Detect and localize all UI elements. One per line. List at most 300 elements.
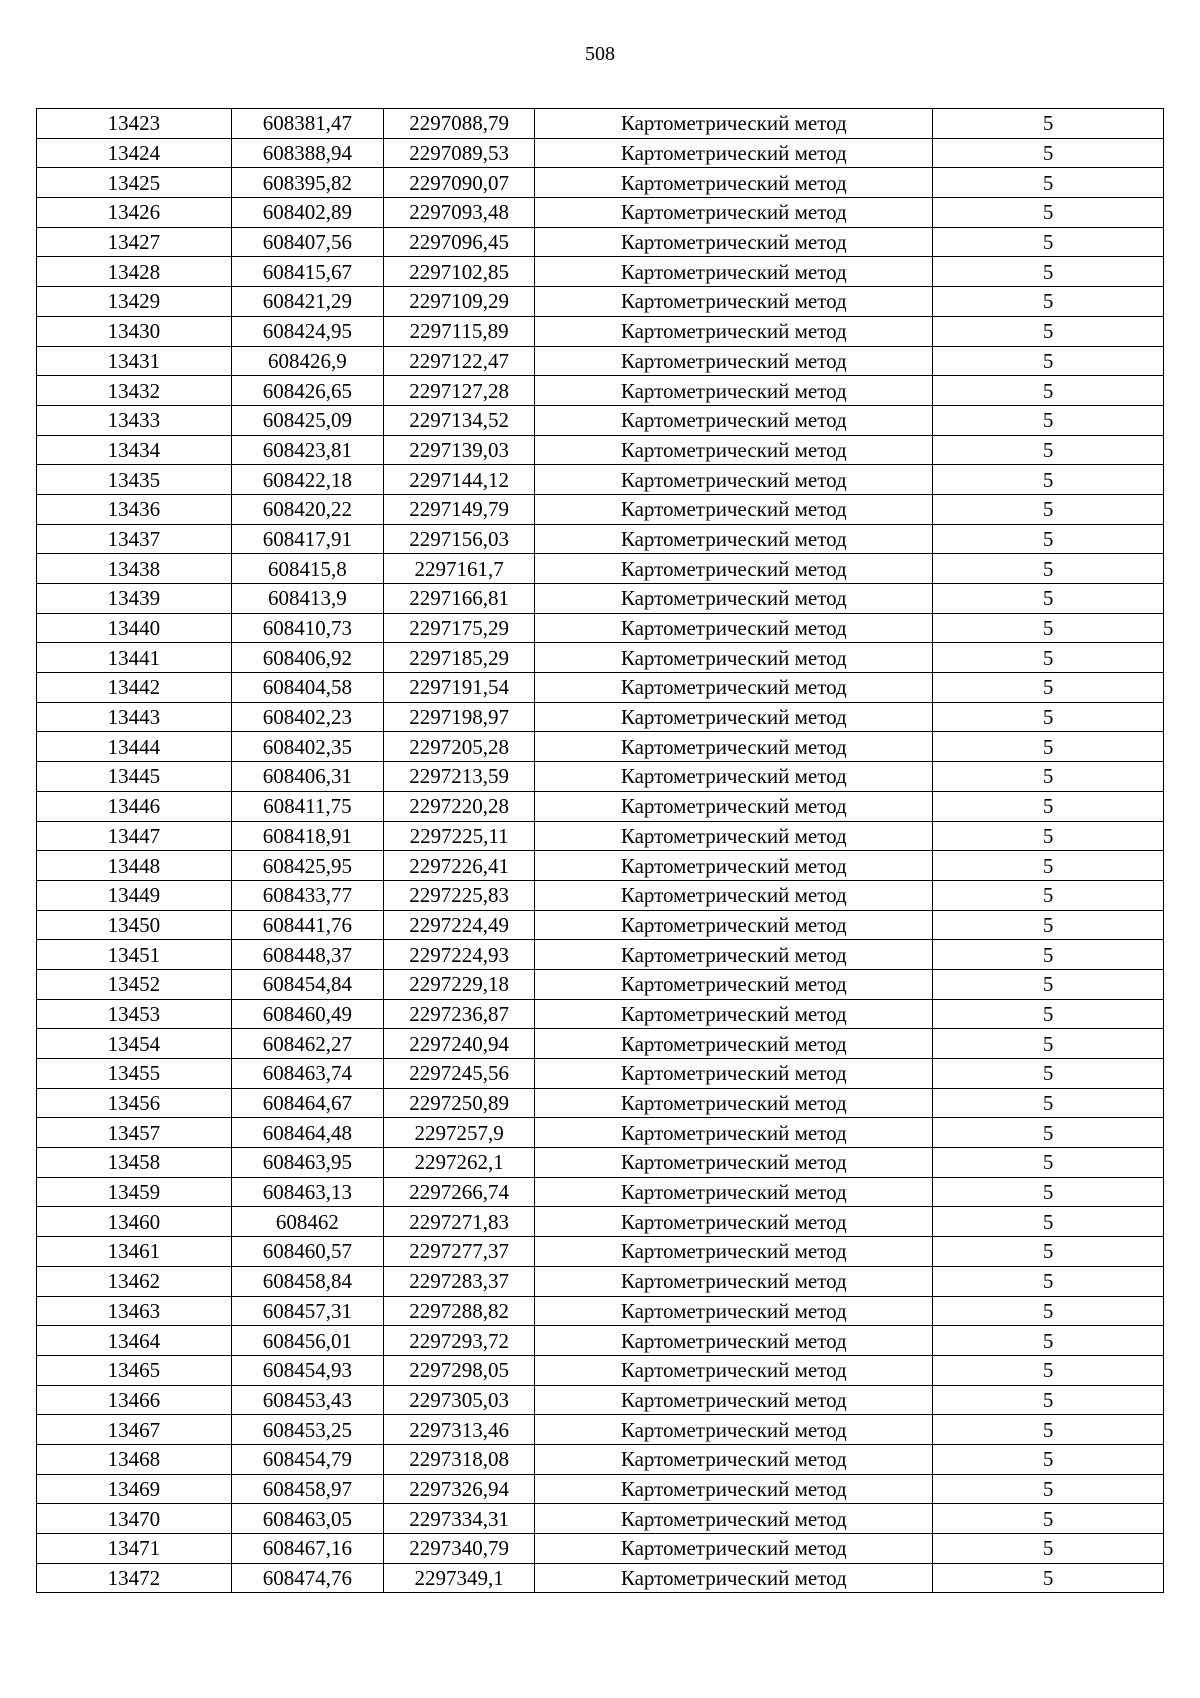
x-coordinate-cell: 608463,13: [231, 1177, 383, 1207]
table-row: [37, 109, 1164, 139]
method-cell: Картометрический метод: [535, 138, 933, 168]
accuracy-cell: 5: [933, 1029, 1164, 1059]
method-cell: Картометрический метод: [535, 465, 933, 495]
y-coordinate-cell: 2297318,08: [384, 1444, 535, 1474]
accuracy-cell: 5: [933, 1474, 1164, 1504]
y-coordinate-cell: 2297156,03: [384, 524, 535, 554]
point-number-cell: 13426: [37, 198, 232, 228]
table-row: [37, 257, 1164, 287]
y-coordinate-cell: 2297149,79: [384, 494, 535, 524]
x-coordinate-cell: 608464,67: [231, 1088, 383, 1118]
accuracy-cell: 5: [933, 1177, 1164, 1207]
point-number-cell: 13443: [37, 702, 232, 732]
point-number-cell: 13465: [37, 1355, 232, 1385]
point-number-cell: 13436: [37, 494, 232, 524]
point-number-cell: 13428: [37, 257, 232, 287]
x-coordinate-cell: 608418,91: [231, 821, 383, 851]
accuracy-cell: 5: [933, 405, 1164, 435]
accuracy-cell: 5: [933, 198, 1164, 228]
y-coordinate-cell: 2297090,07: [384, 168, 535, 198]
x-coordinate-cell: 608426,65: [231, 376, 383, 406]
point-number-cell: 13448: [37, 851, 232, 881]
method-cell: Картометрический метод: [535, 435, 933, 465]
y-coordinate-cell: 2297224,49: [384, 910, 535, 940]
y-coordinate-cell: 2297115,89: [384, 316, 535, 346]
accuracy-cell: 5: [933, 109, 1164, 139]
point-number-cell: 13430: [37, 316, 232, 346]
accuracy-cell: 5: [933, 1296, 1164, 1326]
point-number-cell: 13460: [37, 1207, 232, 1237]
y-coordinate-cell: 2297236,87: [384, 999, 535, 1029]
method-cell: Картометрический метод: [535, 1148, 933, 1178]
accuracy-cell: 5: [933, 1326, 1164, 1356]
y-coordinate-cell: 2297266,74: [384, 1177, 535, 1207]
y-coordinate-cell: 2297313,46: [384, 1415, 535, 1445]
y-coordinate-cell: 2297293,72: [384, 1326, 535, 1356]
accuracy-cell: 5: [933, 1237, 1164, 1267]
coordinates-table: [36, 108, 1164, 1593]
point-number-cell: 13444: [37, 732, 232, 762]
y-coordinate-cell: 2297161,7: [384, 554, 535, 584]
y-coordinate-cell: 2297093,48: [384, 198, 535, 228]
method-cell: Картометрический метод: [535, 376, 933, 406]
accuracy-cell: 5: [933, 1088, 1164, 1118]
y-coordinate-cell: 2297283,37: [384, 1266, 535, 1296]
point-number-cell: 13439: [37, 584, 232, 614]
accuracy-cell: 5: [933, 1534, 1164, 1564]
accuracy-cell: 5: [933, 851, 1164, 881]
y-coordinate-cell: 2297240,94: [384, 1029, 535, 1059]
method-cell: Картометрический метод: [535, 851, 933, 881]
accuracy-cell: 5: [933, 257, 1164, 287]
point-number-cell: 13463: [37, 1296, 232, 1326]
accuracy-cell: 5: [933, 643, 1164, 673]
x-coordinate-cell: 608415,8: [231, 554, 383, 584]
table-row: [37, 999, 1164, 1029]
accuracy-cell: 5: [933, 494, 1164, 524]
x-coordinate-cell: 608420,22: [231, 494, 383, 524]
method-cell: Картометрический метод: [535, 1088, 933, 1118]
method-cell: Картометрический метод: [535, 1385, 933, 1415]
x-coordinate-cell: 608404,58: [231, 673, 383, 703]
table-row: [37, 1355, 1164, 1385]
x-coordinate-cell: 608415,67: [231, 257, 383, 287]
method-cell: Картометрический метод: [535, 1355, 933, 1385]
y-coordinate-cell: 2297340,79: [384, 1534, 535, 1564]
accuracy-cell: 5: [933, 732, 1164, 762]
point-number-cell: 13467: [37, 1415, 232, 1445]
table-row: [37, 1088, 1164, 1118]
table-row: [37, 1326, 1164, 1356]
x-coordinate-cell: 608395,82: [231, 168, 383, 198]
y-coordinate-cell: 2297225,11: [384, 821, 535, 851]
accuracy-cell: 5: [933, 940, 1164, 970]
point-number-cell: 13468: [37, 1444, 232, 1474]
y-coordinate-cell: 2297225,83: [384, 880, 535, 910]
accuracy-cell: 5: [933, 791, 1164, 821]
table-row: [37, 702, 1164, 732]
table-row: [37, 1148, 1164, 1178]
y-coordinate-cell: 2297245,56: [384, 1059, 535, 1089]
table-row: [37, 1237, 1164, 1267]
point-number-cell: 13432: [37, 376, 232, 406]
x-coordinate-cell: 608407,56: [231, 227, 383, 257]
point-number-cell: 13437: [37, 524, 232, 554]
table-row: [37, 1029, 1164, 1059]
accuracy-cell: 5: [933, 910, 1164, 940]
method-cell: Картометрический метод: [535, 1534, 933, 1564]
method-cell: Картометрический метод: [535, 227, 933, 257]
accuracy-cell: 5: [933, 584, 1164, 614]
y-coordinate-cell: 2297096,45: [384, 227, 535, 257]
method-cell: Картометрический метод: [535, 910, 933, 940]
table-row: [37, 405, 1164, 435]
table-row: [37, 1534, 1164, 1564]
x-coordinate-cell: 608423,81: [231, 435, 383, 465]
x-coordinate-cell: 608417,91: [231, 524, 383, 554]
point-number-cell: 13441: [37, 643, 232, 673]
x-coordinate-cell: 608462: [231, 1207, 383, 1237]
y-coordinate-cell: 2297166,81: [384, 584, 535, 614]
accuracy-cell: 5: [933, 524, 1164, 554]
y-coordinate-cell: 2297271,83: [384, 1207, 535, 1237]
table-row: [37, 584, 1164, 614]
accuracy-cell: 5: [933, 1415, 1164, 1445]
method-cell: Картометрический метод: [535, 346, 933, 376]
accuracy-cell: 5: [933, 762, 1164, 792]
x-coordinate-cell: 608402,23: [231, 702, 383, 732]
point-number-cell: 13457: [37, 1118, 232, 1148]
method-cell: Картометрический метод: [535, 524, 933, 554]
x-coordinate-cell: 608425,09: [231, 405, 383, 435]
point-number-cell: 13459: [37, 1177, 232, 1207]
table-row: [37, 1296, 1164, 1326]
y-coordinate-cell: 2297134,52: [384, 405, 535, 435]
point-number-cell: 13429: [37, 287, 232, 317]
point-number-cell: 13450: [37, 910, 232, 940]
method-cell: Картометрический метод: [535, 198, 933, 228]
point-number-cell: 13470: [37, 1504, 232, 1534]
x-coordinate-cell: 608462,27: [231, 1029, 383, 1059]
method-cell: Картометрический метод: [535, 1296, 933, 1326]
x-coordinate-cell: 608454,84: [231, 969, 383, 999]
table-row: [37, 910, 1164, 940]
point-number-cell: 13455: [37, 1059, 232, 1089]
point-number-cell: 13434: [37, 435, 232, 465]
x-coordinate-cell: 608424,95: [231, 316, 383, 346]
x-coordinate-cell: 608454,79: [231, 1444, 383, 1474]
accuracy-cell: 5: [933, 880, 1164, 910]
x-coordinate-cell: 608421,29: [231, 287, 383, 317]
accuracy-cell: 5: [933, 821, 1164, 851]
x-coordinate-cell: 608453,25: [231, 1415, 383, 1445]
x-coordinate-cell: 608426,9: [231, 346, 383, 376]
method-cell: Картометрический метод: [535, 1266, 933, 1296]
method-cell: Картометрический метод: [535, 940, 933, 970]
x-coordinate-cell: 608453,43: [231, 1385, 383, 1415]
y-coordinate-cell: 2297298,05: [384, 1355, 535, 1385]
accuracy-cell: 5: [933, 1444, 1164, 1474]
method-cell: Картометрический метод: [535, 613, 933, 643]
point-number-cell: 13462: [37, 1266, 232, 1296]
y-coordinate-cell: 2297089,53: [384, 138, 535, 168]
y-coordinate-cell: 2297122,47: [384, 346, 535, 376]
table-row: [37, 168, 1164, 198]
x-coordinate-cell: 608433,77: [231, 880, 383, 910]
accuracy-cell: 5: [933, 999, 1164, 1029]
method-cell: Картометрический метод: [535, 1474, 933, 1504]
method-cell: Картометрический метод: [535, 1563, 933, 1593]
accuracy-cell: 5: [933, 1266, 1164, 1296]
table-row: [37, 554, 1164, 584]
table-row: [37, 524, 1164, 554]
table-row: [37, 346, 1164, 376]
point-number-cell: 13447: [37, 821, 232, 851]
method-cell: Картометрический метод: [535, 1237, 933, 1267]
method-cell: Картометрический метод: [535, 494, 933, 524]
x-coordinate-cell: 608410,73: [231, 613, 383, 643]
method-cell: Картометрический метод: [535, 168, 933, 198]
point-number-cell: 13456: [37, 1088, 232, 1118]
table-row: [37, 316, 1164, 346]
method-cell: Картометрический метод: [535, 1029, 933, 1059]
x-coordinate-cell: 608463,05: [231, 1504, 383, 1534]
point-number-cell: 13464: [37, 1326, 232, 1356]
point-number-cell: 13433: [37, 405, 232, 435]
table-row: [37, 1444, 1164, 1474]
accuracy-cell: 5: [933, 227, 1164, 257]
x-coordinate-cell: 608406,31: [231, 762, 383, 792]
x-coordinate-cell: 608463,74: [231, 1059, 383, 1089]
y-coordinate-cell: 2297288,82: [384, 1296, 535, 1326]
y-coordinate-cell: 2297326,94: [384, 1474, 535, 1504]
point-number-cell: 13446: [37, 791, 232, 821]
point-number-cell: 13425: [37, 168, 232, 198]
method-cell: Картометрический метод: [535, 821, 933, 851]
x-coordinate-cell: 608464,48: [231, 1118, 383, 1148]
y-coordinate-cell: 2297262,1: [384, 1148, 535, 1178]
method-cell: Картометрический метод: [535, 1059, 933, 1089]
y-coordinate-cell: 2297257,9: [384, 1118, 535, 1148]
point-number-cell: 13451: [37, 940, 232, 970]
accuracy-cell: 5: [933, 287, 1164, 317]
method-cell: Картометрический метод: [535, 257, 933, 287]
table-row: [37, 1504, 1164, 1534]
table-row: [37, 1207, 1164, 1237]
y-coordinate-cell: 2297191,54: [384, 673, 535, 703]
method-cell: Картометрический метод: [535, 405, 933, 435]
point-number-cell: 13454: [37, 1029, 232, 1059]
table-row: [37, 673, 1164, 703]
x-coordinate-cell: 608467,16: [231, 1534, 383, 1564]
accuracy-cell: 5: [933, 465, 1164, 495]
table-row: [37, 1059, 1164, 1089]
point-number-cell: 13471: [37, 1534, 232, 1564]
x-coordinate-cell: 608388,94: [231, 138, 383, 168]
method-cell: Картометрический метод: [535, 999, 933, 1029]
table-row: [37, 880, 1164, 910]
table-row: [37, 732, 1164, 762]
y-coordinate-cell: 2297224,93: [384, 940, 535, 970]
x-coordinate-cell: 608413,9: [231, 584, 383, 614]
x-coordinate-cell: 608458,97: [231, 1474, 383, 1504]
point-number-cell: 13445: [37, 762, 232, 792]
accuracy-cell: 5: [933, 376, 1164, 406]
method-cell: Картометрический метод: [535, 584, 933, 614]
point-number-cell: 13435: [37, 465, 232, 495]
accuracy-cell: 5: [933, 1118, 1164, 1148]
accuracy-cell: 5: [933, 613, 1164, 643]
point-number-cell: 13472: [37, 1563, 232, 1593]
method-cell: Картометрический метод: [535, 1207, 933, 1237]
y-coordinate-cell: 2297102,85: [384, 257, 535, 287]
accuracy-cell: 5: [933, 702, 1164, 732]
table-row: [37, 1563, 1164, 1593]
y-coordinate-cell: 2297185,29: [384, 643, 535, 673]
accuracy-cell: 5: [933, 168, 1164, 198]
y-coordinate-cell: 2297205,28: [384, 732, 535, 762]
method-cell: Картометрический метод: [535, 791, 933, 821]
x-coordinate-cell: 608441,76: [231, 910, 383, 940]
table-row: [37, 791, 1164, 821]
x-coordinate-cell: 608460,57: [231, 1237, 383, 1267]
y-coordinate-cell: 2297334,31: [384, 1504, 535, 1534]
x-coordinate-cell: 608457,31: [231, 1296, 383, 1326]
x-coordinate-cell: 608402,35: [231, 732, 383, 762]
accuracy-cell: 5: [933, 673, 1164, 703]
table-row: [37, 227, 1164, 257]
y-coordinate-cell: 2297250,89: [384, 1088, 535, 1118]
point-number-cell: 13452: [37, 969, 232, 999]
method-cell: Картометрический метод: [535, 702, 933, 732]
accuracy-cell: 5: [933, 1385, 1164, 1415]
x-coordinate-cell: 608411,75: [231, 791, 383, 821]
y-coordinate-cell: 2297144,12: [384, 465, 535, 495]
x-coordinate-cell: 608454,93: [231, 1355, 383, 1385]
x-coordinate-cell: 608460,49: [231, 999, 383, 1029]
table-row: [37, 613, 1164, 643]
table-row: [37, 287, 1164, 317]
x-coordinate-cell: 608425,95: [231, 851, 383, 881]
method-cell: Картометрический метод: [535, 969, 933, 999]
point-number-cell: 13440: [37, 613, 232, 643]
accuracy-cell: 5: [933, 969, 1164, 999]
accuracy-cell: 5: [933, 554, 1164, 584]
point-number-cell: 13427: [37, 227, 232, 257]
accuracy-cell: 5: [933, 1563, 1164, 1593]
x-coordinate-cell: 608463,95: [231, 1148, 383, 1178]
table-row: [37, 969, 1164, 999]
table-row: [37, 762, 1164, 792]
point-number-cell: 13458: [37, 1148, 232, 1178]
point-number-cell: 13438: [37, 554, 232, 584]
accuracy-cell: 5: [933, 1148, 1164, 1178]
y-coordinate-cell: 2297127,28: [384, 376, 535, 406]
x-coordinate-cell: 608381,47: [231, 109, 383, 139]
table-row: [37, 1385, 1164, 1415]
point-number-cell: 13449: [37, 880, 232, 910]
method-cell: Картометрический метод: [535, 673, 933, 703]
table-row: [37, 376, 1164, 406]
y-coordinate-cell: 2297139,03: [384, 435, 535, 465]
table-row: [37, 1474, 1164, 1504]
method-cell: Картометрический метод: [535, 762, 933, 792]
method-cell: Картометрический метод: [535, 1118, 933, 1148]
table-row: [37, 494, 1164, 524]
method-cell: Картометрический метод: [535, 1504, 933, 1534]
x-coordinate-cell: 608456,01: [231, 1326, 383, 1356]
y-coordinate-cell: 2297213,59: [384, 762, 535, 792]
method-cell: Картометрический метод: [535, 1177, 933, 1207]
y-coordinate-cell: 2297220,28: [384, 791, 535, 821]
point-number-cell: 13423: [37, 109, 232, 139]
point-number-cell: 13453: [37, 999, 232, 1029]
point-number-cell: 13466: [37, 1385, 232, 1415]
accuracy-cell: 5: [933, 346, 1164, 376]
x-coordinate-cell: 608474,76: [231, 1563, 383, 1593]
point-number-cell: 13424: [37, 138, 232, 168]
y-coordinate-cell: 2297305,03: [384, 1385, 535, 1415]
y-coordinate-cell: 2297277,37: [384, 1237, 535, 1267]
accuracy-cell: 5: [933, 138, 1164, 168]
method-cell: Картометрический метод: [535, 1415, 933, 1445]
accuracy-cell: 5: [933, 1207, 1164, 1237]
method-cell: Картометрический метод: [535, 1326, 933, 1356]
accuracy-cell: 5: [933, 1059, 1164, 1089]
accuracy-cell: 5: [933, 1504, 1164, 1534]
x-coordinate-cell: 608402,89: [231, 198, 383, 228]
table-row: [37, 465, 1164, 495]
point-number-cell: 13461: [37, 1237, 232, 1267]
y-coordinate-cell: 2297109,29: [384, 287, 535, 317]
accuracy-cell: 5: [933, 435, 1164, 465]
method-cell: Картометрический метод: [535, 880, 933, 910]
y-coordinate-cell: 2297226,41: [384, 851, 535, 881]
table-row: [37, 198, 1164, 228]
table-row: [37, 138, 1164, 168]
y-coordinate-cell: 2297349,1: [384, 1563, 535, 1593]
table-row: [37, 821, 1164, 851]
y-coordinate-cell: 2297229,18: [384, 969, 535, 999]
point-number-cell: 13442: [37, 673, 232, 703]
table-row: [37, 851, 1164, 881]
method-cell: Картометрический метод: [535, 732, 933, 762]
accuracy-cell: 5: [933, 316, 1164, 346]
point-number-cell: 13431: [37, 346, 232, 376]
x-coordinate-cell: 608448,37: [231, 940, 383, 970]
coordinates-table-body: [37, 109, 1164, 1593]
table-row: [37, 1266, 1164, 1296]
table-row: [37, 643, 1164, 673]
table-row: [37, 435, 1164, 465]
method-cell: Картометрический метод: [535, 554, 933, 584]
method-cell: Картометрический метод: [535, 1444, 933, 1474]
x-coordinate-cell: 608406,92: [231, 643, 383, 673]
table-row: [37, 1118, 1164, 1148]
method-cell: Картометрический метод: [535, 287, 933, 317]
y-coordinate-cell: 2297175,29: [384, 613, 535, 643]
table-row: [37, 1415, 1164, 1445]
table-row: [37, 940, 1164, 970]
table-row: [37, 1177, 1164, 1207]
x-coordinate-cell: 608458,84: [231, 1266, 383, 1296]
y-coordinate-cell: 2297198,97: [384, 702, 535, 732]
method-cell: Картометрический метод: [535, 316, 933, 346]
method-cell: Картометрический метод: [535, 109, 933, 139]
accuracy-cell: 5: [933, 1355, 1164, 1385]
y-coordinate-cell: 2297088,79: [384, 109, 535, 139]
point-number-cell: 13469: [37, 1474, 232, 1504]
